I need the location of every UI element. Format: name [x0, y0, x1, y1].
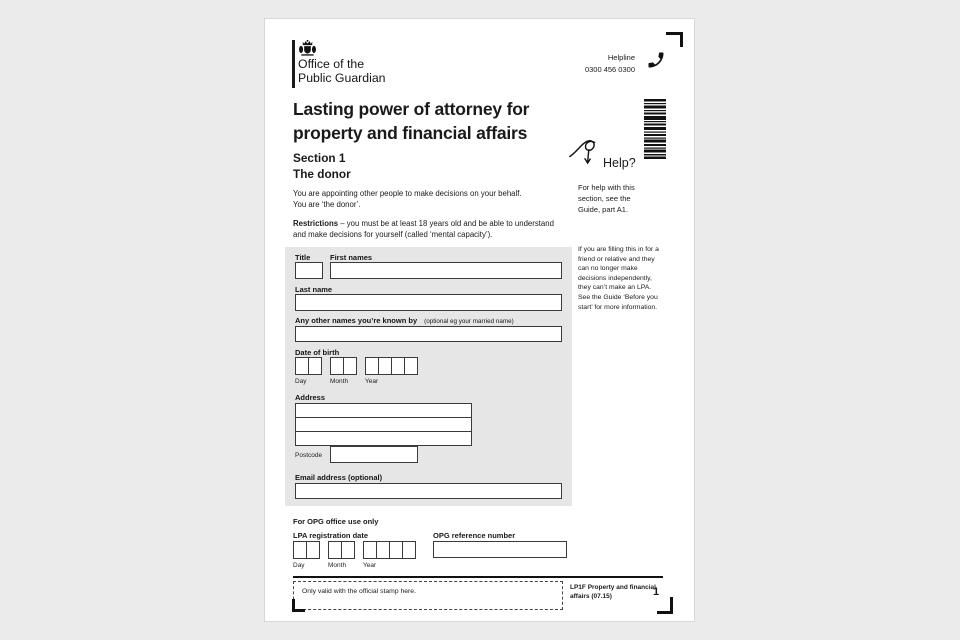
form-title	[293, 98, 529, 145]
dob-year-cell-4[interactable]	[404, 357, 418, 375]
dob-day-cell-1[interactable]	[295, 357, 309, 375]
other-names-label: Any other names you’re known by (optional eg your married name)	[295, 316, 514, 325]
lpa-year-cell-4[interactable]	[402, 541, 416, 559]
address-line-3[interactable]	[295, 431, 472, 446]
first-names-label: First names	[330, 253, 373, 262]
form-title-line1: Lasting power of attorney for	[293, 99, 530, 119]
opg-ref-label: OPG reference number	[433, 531, 516, 540]
help-note: For help with this section, see the Guide, part A1.	[578, 183, 635, 214]
restrictions-label: Restrictions	[293, 219, 339, 228]
other-names-hint: (optional eg your married name)	[424, 318, 514, 325]
section-heading	[293, 150, 351, 182]
form-code	[570, 583, 656, 601]
org-name-line2: Public Guardian	[298, 70, 386, 85]
dob-year-cell-1[interactable]	[365, 357, 379, 375]
help-arrow-icon	[569, 135, 607, 173]
lpa-month-label: Month	[328, 562, 347, 569]
dob-month-group	[330, 357, 357, 375]
stamp-box	[293, 581, 563, 610]
lpa-year-cell-1[interactable]	[363, 541, 377, 559]
dob-year-label: Year	[365, 378, 379, 385]
intro-text	[293, 188, 569, 210]
intro-line2: You are ‘the donor’.	[293, 200, 361, 209]
restrictions-text: Restrictions – you must be at least 18 years old and be able to understand and make decisions for yourself (called ‘mental capacity’).	[293, 219, 554, 239]
email-label: Email address (optional)	[295, 473, 383, 482]
lpa-month-cell-1[interactable]	[328, 541, 342, 559]
donor-details-panel	[285, 247, 572, 506]
lpa-day-label: Day	[293, 562, 305, 569]
lpa-month-group	[328, 541, 355, 559]
last-name-field[interactable]	[295, 294, 562, 311]
lpa-month-cell-2[interactable]	[341, 541, 355, 559]
lpa-year-label: Year	[363, 562, 377, 569]
org-name	[298, 58, 386, 85]
dob-day-group	[295, 357, 322, 375]
lpa-date-label: LPA registration date	[293, 531, 369, 540]
last-name-label: Last name	[295, 285, 333, 294]
dob-month-cell-1[interactable]	[330, 357, 344, 375]
lpa-year-group	[363, 541, 416, 559]
opg-ref-field[interactable]	[433, 541, 567, 558]
section-label: Section 1	[293, 151, 346, 165]
address-line-1[interactable]	[295, 403, 472, 418]
crop-mark-bottom-right	[657, 597, 673, 614]
section-name: The donor	[293, 167, 351, 181]
lpa-day-group	[293, 541, 320, 559]
crop-mark-stamp-corner	[292, 599, 305, 612]
royal-crest-icon	[298, 39, 317, 57]
form-title-line2: property and financial affairs	[293, 122, 528, 143]
help-heading: Help?	[603, 156, 636, 170]
dob-cells	[295, 357, 426, 375]
dob-day-label: Day	[295, 378, 307, 385]
form-code-line1: LP1F Property and financial	[570, 584, 656, 591]
lpa-year-cell-3[interactable]	[389, 541, 403, 559]
dob-month-cell-2[interactable]	[343, 357, 357, 375]
postcode-label: Postcode	[295, 452, 323, 459]
helpline	[555, 52, 635, 75]
lpa-year-cell-2[interactable]	[376, 541, 390, 559]
phone-handset-icon	[646, 50, 666, 70]
dob-month-label: Month	[330, 378, 349, 385]
email-field[interactable]	[295, 483, 562, 499]
form-page	[264, 18, 695, 622]
first-names-field[interactable]	[330, 262, 562, 279]
dob-year-cell-3[interactable]	[391, 357, 405, 375]
address-label: Address	[295, 393, 326, 402]
office-use-heading: For OPG office use only	[293, 517, 379, 526]
intro-line1: You are appointing other people to make decisions on your behalf.	[293, 189, 522, 198]
dob-year-group	[365, 357, 418, 375]
org-name-line1: Office of the	[298, 57, 365, 71]
crop-mark-top-right	[666, 32, 683, 47]
side-note: If you are filling this in for a friend or relative and they can no longer make decisions independently, they can’t make an LPA. See the Guide ‘Before you start’ for more information.	[578, 246, 659, 311]
dob-label: Date of birth	[295, 348, 340, 357]
title-label: Title	[295, 253, 311, 262]
footer-rule	[293, 576, 663, 578]
address-line-2[interactable]	[295, 417, 472, 432]
logo-divider-bar	[292, 40, 295, 88]
helpline-label: Helpline	[607, 53, 635, 62]
dob-day-cell-2[interactable]	[308, 357, 322, 375]
lpa-day-cell-2[interactable]	[306, 541, 320, 559]
other-names-field[interactable]	[295, 326, 562, 342]
page-number: 1	[653, 586, 660, 598]
postcode-field[interactable]	[330, 446, 418, 463]
stamp-note: Only valid with the official stamp here.	[302, 588, 416, 595]
lpa-date-cells	[293, 541, 424, 559]
barcode	[644, 99, 666, 159]
form-code-line2: affairs (07.15)	[570, 593, 612, 600]
title-field[interactable]	[295, 262, 323, 279]
lpa-day-cell-1[interactable]	[293, 541, 307, 559]
helpline-number: 0300 456 0300	[584, 64, 635, 74]
dob-year-cell-2[interactable]	[378, 357, 392, 375]
